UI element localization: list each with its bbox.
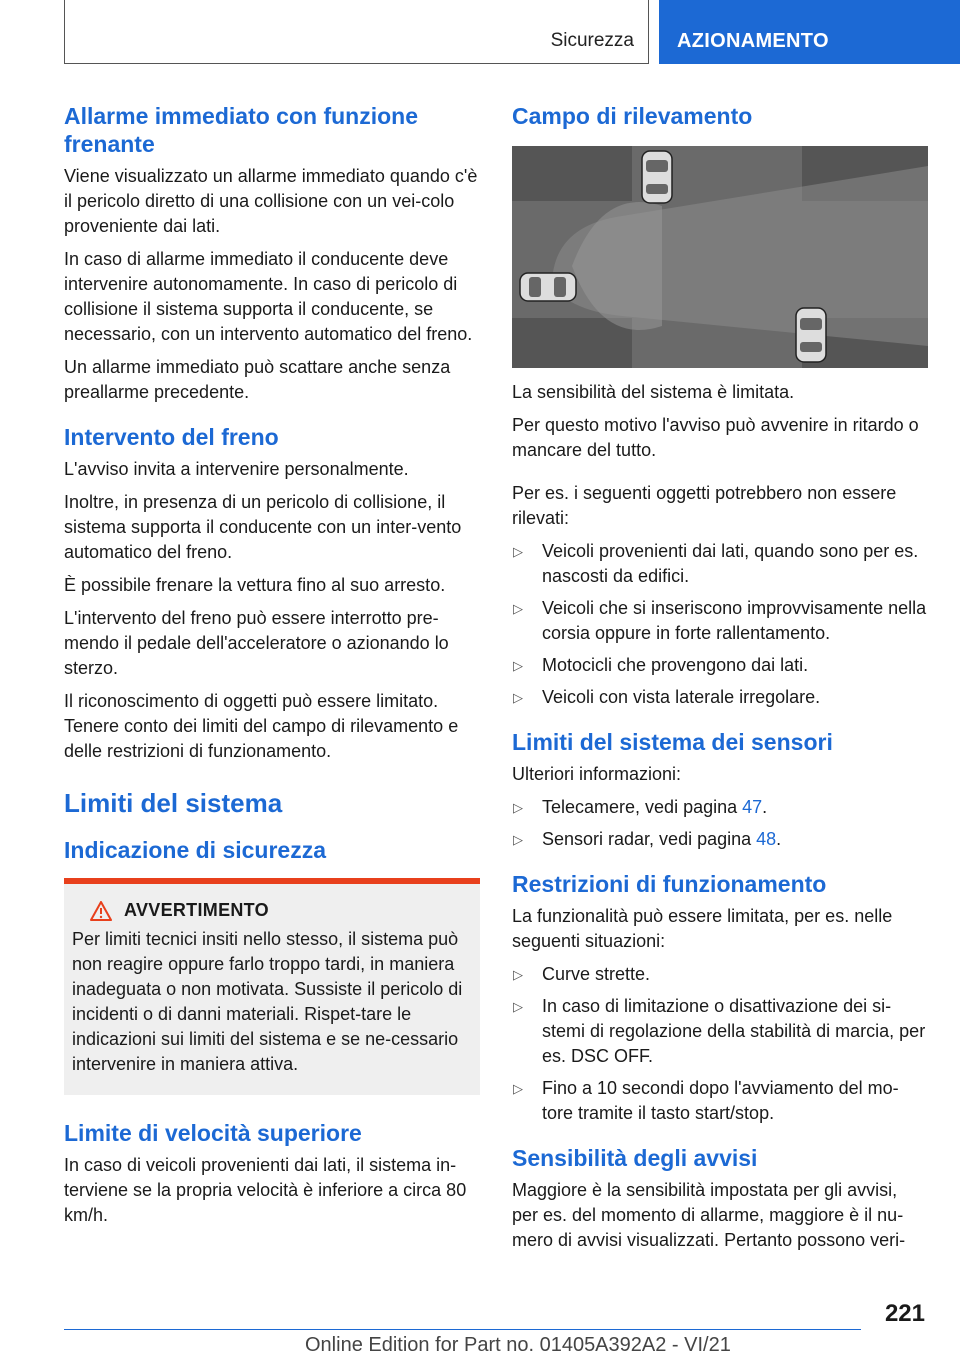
warning-triangle-icon [90,901,112,921]
bullet-icon: ▷ [513,658,523,673]
heading-sensor-limits: Limiti del sistema dei sensori [512,729,833,755]
heading-system-limits: Limiti del sistema [64,788,283,818]
warning-header [90,900,472,921]
footer-divider [64,1329,861,1330]
bullet-icon: ▷ [513,832,523,847]
heading-safety-note: Indicazione di sicurezza [64,837,327,863]
paragraph: L'avviso invita a intervenire personalmente. [64,459,409,479]
paragraph: L'intervento del freno può essere interrotto pre-mendo il pedale dell'acceleratore o azionando lo sterzo. [64,608,449,678]
paragraph: In caso di veicoli provenienti dai lati, il sistema in-terviene se la propria velocità è inferiore a circa 80 km/h. [64,1155,467,1225]
paragraph: Un allarme immediato può scattare anche senza preallarme precedente. [64,357,451,402]
paragraph: In caso di allarme immediato il conducente deve intervenire autonomamente. In caso di pericolo di collisione il sistema supporta il conducente, se necessario, con un intervento automatico del freno. [64,249,473,344]
left-column [64,102,480,1236]
list-item: ▷ Veicoli con vista laterale irregolare. [512,685,928,710]
car-top-icon [642,151,672,203]
header-chapter-title: AZIONAMENTO [677,30,829,52]
header-section-title: Sicurezza [550,30,634,51]
list-item: ▷ Motocicli che provengono dai lati. [512,653,928,678]
bullet-icon: ▷ [513,999,523,1014]
bullet-icon: ▷ [513,690,523,705]
paragraph: Ulteriori informazioni: [512,764,682,784]
car-bottom-icon [796,308,826,362]
header-section-tab [64,0,649,64]
heading-restrictions: Restrizioni di funzionamento [512,871,827,897]
restrictions-list [512,962,928,1126]
paragraph: Per questo motivo l'avviso può avvenire in ritardo o mancare del tutto. [512,415,919,460]
page-link-cameras[interactable]: 47 [742,797,763,817]
paragraph: La funzionalità può essere limitata, per es. nelle seguenti situazioni: [512,906,893,951]
list-item: ▷ Telecamere, vedi pagina 47. [512,795,928,820]
paragraph: La sensibilità del sistema è limitata. [512,382,795,402]
list-item: ▷ Sensori radar, vedi pagina 48. [512,827,928,852]
page-link-radar[interactable]: 48 [756,829,777,849]
list-item: ▷ Fino a 10 secondi dopo l'avviamento del mo-tore tramite il tasto start/stop. [512,1076,928,1126]
paragraph: Per es. i seguenti oggetti potrebbero non essere rilevati: [512,483,897,528]
paragraph: Inoltre, in presenza di un pericolo di collisione, il sistema supporta il conducente con un inter-vento automatico del freno. [64,492,462,562]
list-item: ▷ Curve strette. [512,962,928,987]
paragraph: Il riconoscimento di oggetti può essere limitato. Tenere conto dei limiti del campo di rilevamento e delle restrizioni di funzionamento. [64,691,459,761]
header-chapter-tab [659,0,960,64]
warning-title: AVVERTIMENTO [124,900,269,920]
bullet-icon: ▷ [513,800,523,815]
bullet-icon: ▷ [513,967,523,982]
sensor-list [512,795,928,852]
detection-field-illustration [512,146,928,368]
heading-sensitivity: Sensibilità degli avvisi [512,1145,758,1171]
right-column [512,102,928,1261]
undetected-objects-list [512,539,928,710]
paragraph: Viene visualizzato un allarme immediato quando c'è il pericolo diretto di una collisione con un vei-colo proveniente dai lati. [64,166,478,236]
heading-brake: Intervento del freno [64,424,279,450]
detection-field-diagram [512,146,928,368]
page-number: 221 [884,1300,925,1327]
list-item: ▷ In caso di limitazione o disattivazione dei si-stemi di regolazione della stabilità di marcia, per es. DSC OFF. [512,994,928,1069]
warning-text: Per limiti tecnici insiti nello stesso, il sistema può non reagire oppure farlo troppo tardi, in maniera inadeguata o non motivata. Sussiste il pericolo di incidenti o di danni materiali. Rispet-tare le indicazioni sui limiti del sistema e se ne-cessario intervenire in maniera attiva. [72,929,463,1074]
paragraph: Maggiore è la sensibilità impostata per gli avvisi, per es. del momento di allarme, maggiore è il nu-mero di avvisi visualizzati. Pertanto possono veri- [512,1180,906,1250]
warning-box [64,878,480,1095]
car-left-icon [520,273,576,301]
list-item: ▷ Veicoli che si inseriscono improvvisamente nella corsia oppure in forte rallentamento. [512,596,928,646]
paragraph: È possibile frenare la vettura fino al suo arresto. [64,575,446,595]
heading-alarm: Allarme immediato con funzione frenante [64,103,418,157]
list-item: ▷ Veicoli provenienti dai lati, quando sono per es. nascosti da edifici. [512,539,928,589]
heading-detection-field: Campo di rilevamento [512,103,753,129]
footer-edition: Online Edition for Part no. 01405A392A2 - VI/21 [305,1334,731,1356]
bullet-icon: ▷ [513,544,523,559]
bullet-icon: ▷ [513,601,523,616]
heading-speed-limit: Limite di velocità superiore [64,1120,362,1146]
bullet-icon: ▷ [513,1081,523,1096]
